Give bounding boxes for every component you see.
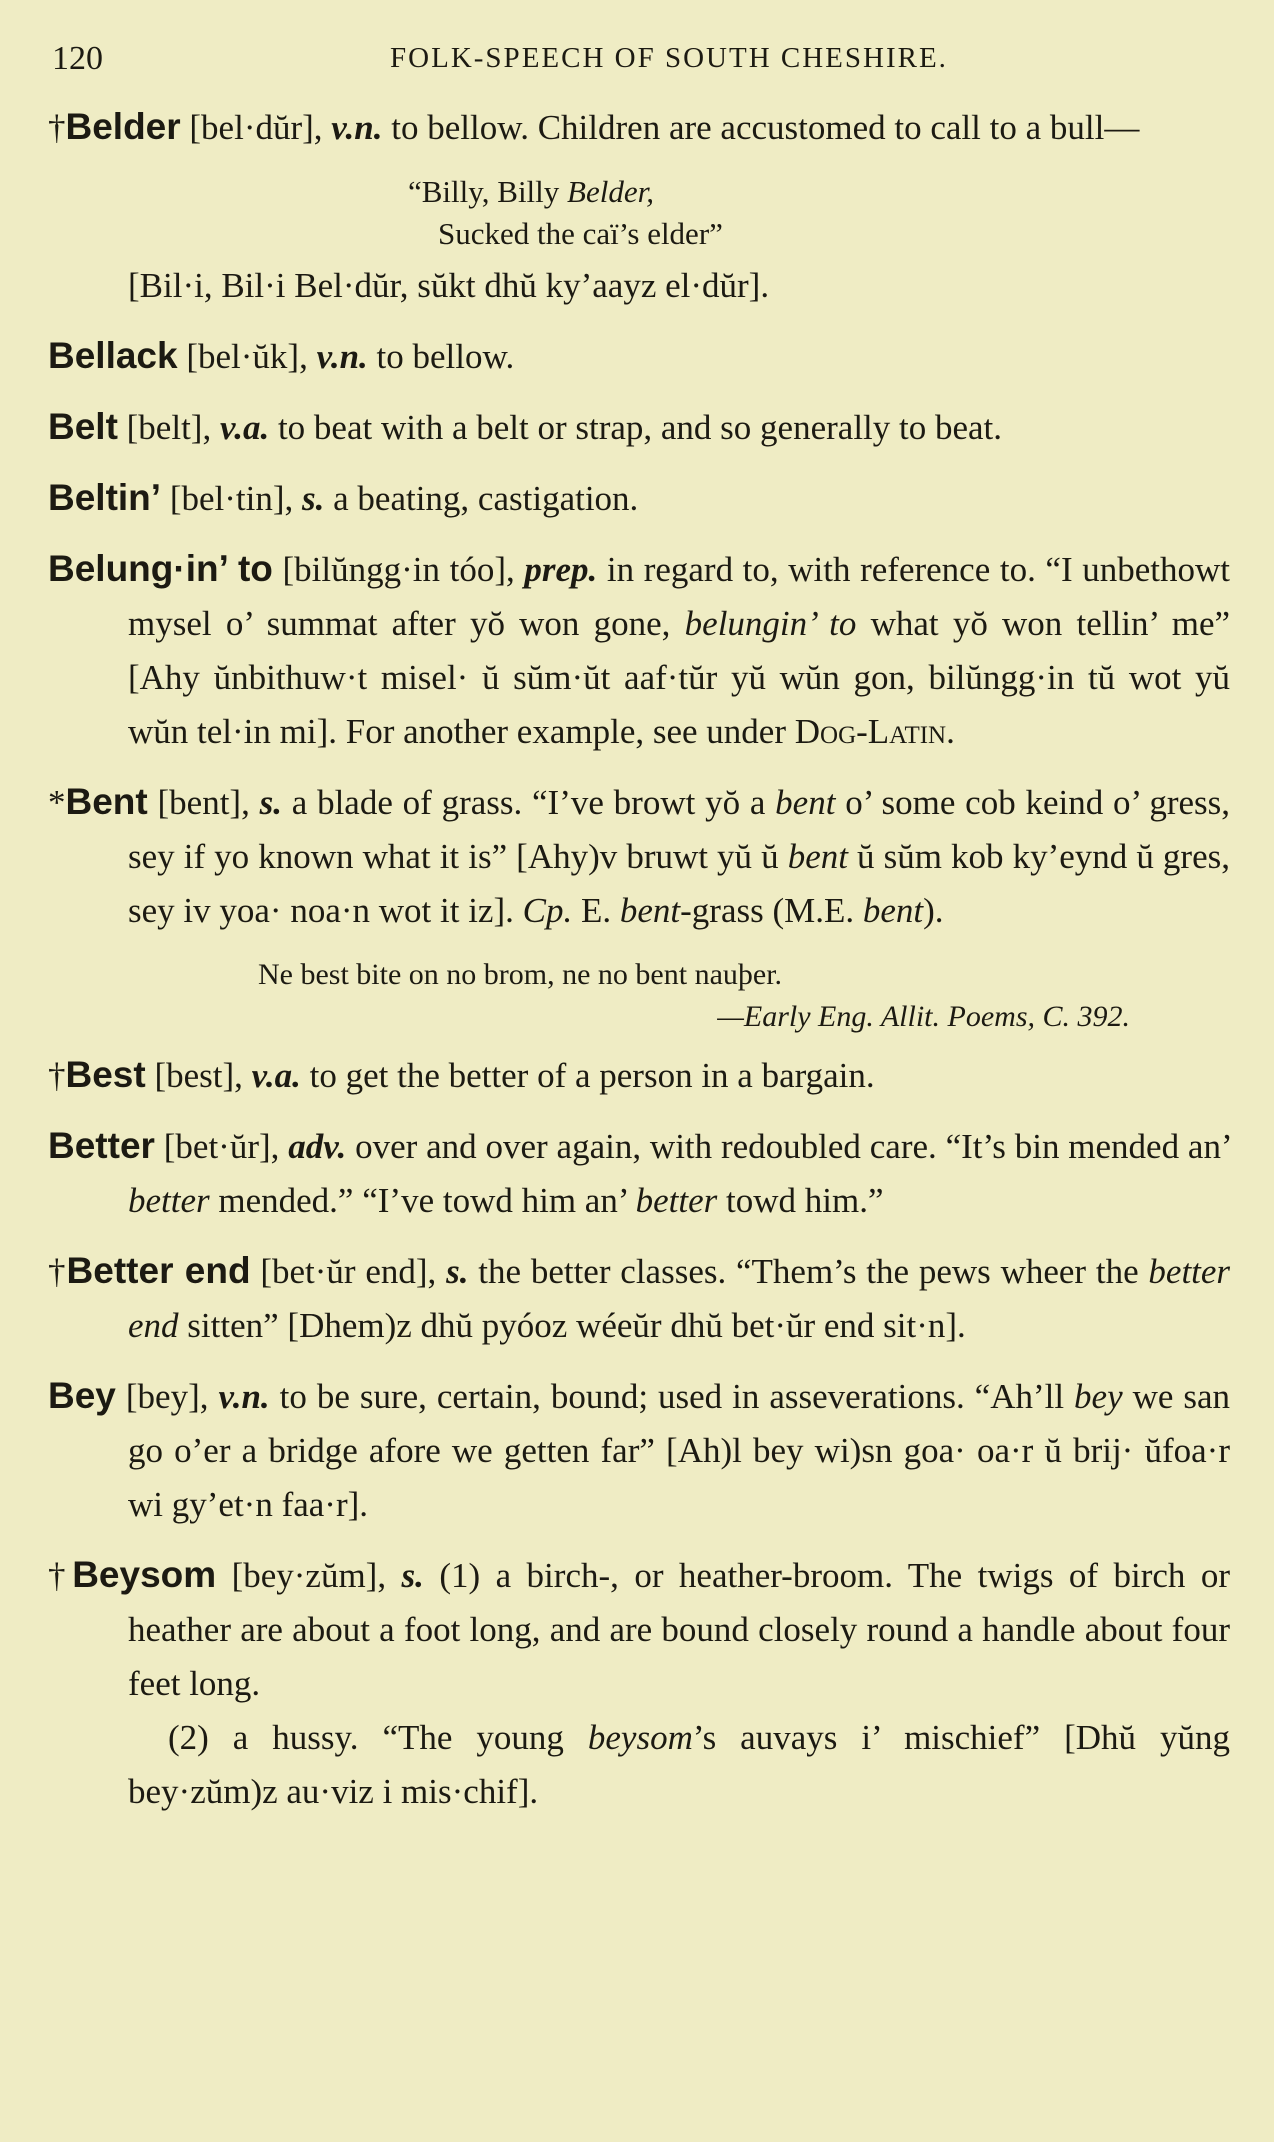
part-of-speech: s. — [302, 479, 325, 518]
entry-beltin — [48, 471, 1230, 526]
example-term: bent — [862, 891, 924, 930]
part-of-speech: s. — [401, 1556, 424, 1595]
headword: Beysom — [72, 1554, 217, 1595]
definition: to bellow. — [376, 337, 515, 376]
part-of-speech: adv. — [288, 1127, 347, 1166]
headword: Bey — [48, 1375, 116, 1416]
verse-pronunciation: [Bil·i, Bil·i Bel·dŭr, sŭkt dhŭ ky’aayz el·dŭr]. — [128, 266, 770, 305]
entry-beysom — [48, 1548, 1230, 1819]
definition-cont: we san go o’er a bridge afore we getten far” [Ah)l bey wi)sn goa· oa·r ŭ brij· ŭfoa·r wi gy’et·n faa·r]. — [128, 1377, 1231, 1524]
definition-cont: sitten” [Dhem)z dhŭ pyóoz wéeŭr dhŭ bet·ŭr end sit·n]. — [178, 1306, 966, 1345]
part-of-speech: v.n. — [331, 108, 383, 147]
example-term: better — [128, 1181, 210, 1220]
sense-2: (2) a hussy. “The young beysom’s auvays i’ mischief” [Dhŭ yŭng bey·zŭm)z au·viz i mis·chif]. — [128, 1718, 1230, 1811]
definition-cont: o’ some cob keind o’ gress, sey if yo known what it is” [Ahy)v bruwt yŭ ŭ — [128, 783, 1231, 876]
pronunciation: [bet·ŭr end], — [260, 1252, 437, 1291]
example-term: better end — [128, 1252, 1231, 1345]
example-term: bent — [619, 891, 681, 930]
pronunciation: [bent], — [157, 783, 250, 822]
example-term: bey — [1074, 1377, 1123, 1416]
entry-bellack — [48, 329, 1230, 384]
entry-better-end — [48, 1244, 1230, 1353]
dagger-mark: † — [48, 108, 66, 147]
part-of-speech: v.n. — [316, 337, 368, 376]
pronunciation: [best], — [154, 1056, 243, 1095]
entry-better — [48, 1119, 1230, 1228]
definition: a beating, castigation. — [333, 479, 639, 518]
part-of-speech: s. — [446, 1252, 469, 1291]
example-term: bent — [787, 837, 848, 876]
definition: over and over again, with redoubled care. “It’s bin mended an’ — [355, 1127, 1231, 1166]
verse-quote — [48, 171, 1230, 255]
definition: to bellow. Children are accustomed to call to a bull— — [391, 108, 1140, 147]
citation-source: —Early Eng. Allit. Poems, C. 392. — [717, 1000, 1130, 1033]
pronunciation: [bet·ŭr], — [163, 1127, 280, 1166]
headword: Belt — [48, 406, 118, 447]
pronunciation: [bilŭngg·in tóo], — [282, 550, 515, 589]
part-of-speech: prep. — [524, 550, 598, 589]
verse-line: Sucked the caï’s elder” — [438, 216, 723, 251]
headword: Belung·in’ to — [48, 548, 273, 589]
part-of-speech: v.a. — [219, 408, 270, 447]
verse-line: “Billy, Billy Belder, — [408, 174, 654, 209]
entry-best — [48, 1048, 1230, 1103]
entry-belder — [48, 100, 1230, 155]
cross-reference: Dog-Latin. — [794, 712, 955, 751]
dagger-mark: † — [48, 1252, 67, 1291]
dagger-mark: † — [48, 1056, 66, 1095]
page-number: 120 — [52, 40, 103, 77]
definition: the better classes. “Them’s the pews wheer the — [478, 1252, 1149, 1291]
pronunciation: [bey·zŭm], — [231, 1556, 387, 1595]
definition-cont: towd him.” — [717, 1181, 884, 1220]
entry-bey — [48, 1369, 1230, 1532]
citation-quote — [48, 954, 1230, 1038]
example-term: belungin’ to — [684, 604, 857, 643]
definition-cont: E. — [572, 891, 620, 930]
definition: to be sure, certain, bound; used in asseverations. “Ah’ll — [279, 1377, 1075, 1416]
headword: Better end — [66, 1250, 251, 1291]
running-title: FOLK-SPEECH OF SOUTH CHESHIRE. — [390, 42, 948, 74]
definition-cont: -grass (M.E. — [680, 891, 863, 930]
entry-belt — [48, 400, 1230, 455]
headword: Belder — [65, 106, 181, 147]
pronunciation: [bel·tin], — [169, 479, 294, 518]
pronunciation: [bey], — [125, 1377, 209, 1416]
definition-cont: ). — [923, 891, 944, 930]
compare-abbrev: Cp. — [522, 891, 573, 930]
definition-cont: mended.” “I’ve towd him an’ — [209, 1181, 636, 1220]
headword: Beltin’ — [48, 477, 162, 518]
part-of-speech: s. — [259, 783, 282, 822]
dagger-mark: † — [48, 1556, 73, 1595]
definition: a blade of grass. “I’ve browt yŏ a — [291, 783, 776, 822]
definition: in regard to, with reference to. “I unbethowt mysel o’ summat after yŏ won gone, — [128, 550, 1230, 643]
definition: to beat with a belt or strap, and so generally to beat. — [277, 408, 1003, 447]
definition-cont: what yŏ won tellin’ me” [Ahy ŭnbithuw·t misel· ŭ sŭm·ŭt aaf·tŭr yŭ wŭn gon, bilŭngg·in tŭ wot yŭ wŭn tel·in mi]. For another example, see under — [128, 604, 1231, 751]
part-of-speech: v.a. — [251, 1056, 301, 1095]
definition: (1) a birch-, or heather-broom. The twigs of birch or heather are about a foot long, and are bound closely round a handle about four feet long. — [128, 1556, 1230, 1703]
definition: to get the better of a person in a bargain. — [309, 1056, 875, 1095]
headword: Bent — [65, 781, 148, 822]
entry-belungin-to — [48, 542, 1230, 759]
citation-text: Ne best bite on no brom, ne no bent nauþer. — [258, 958, 783, 991]
example-term: beysom — [587, 1718, 693, 1757]
headword: Bellack — [48, 335, 178, 376]
asterisk-mark: * — [48, 783, 66, 822]
pronunciation: [belt], — [126, 408, 212, 447]
part-of-speech: v.n. — [218, 1377, 270, 1416]
running-head — [48, 40, 1230, 100]
definition-cont: ŭ sŭm kob ky’eynd ŭ gres, sey iv yoa· noa·n wot it iz]. — [128, 837, 1230, 930]
pronunciation: [bel·dŭr], — [189, 108, 323, 147]
headword: Best — [65, 1054, 146, 1095]
example-term: bent — [775, 783, 836, 822]
entry-bent — [48, 775, 1230, 938]
pronunciation: [bel·ŭk], — [186, 337, 308, 376]
headword: Better — [48, 1125, 155, 1166]
example-term: better — [635, 1181, 718, 1220]
